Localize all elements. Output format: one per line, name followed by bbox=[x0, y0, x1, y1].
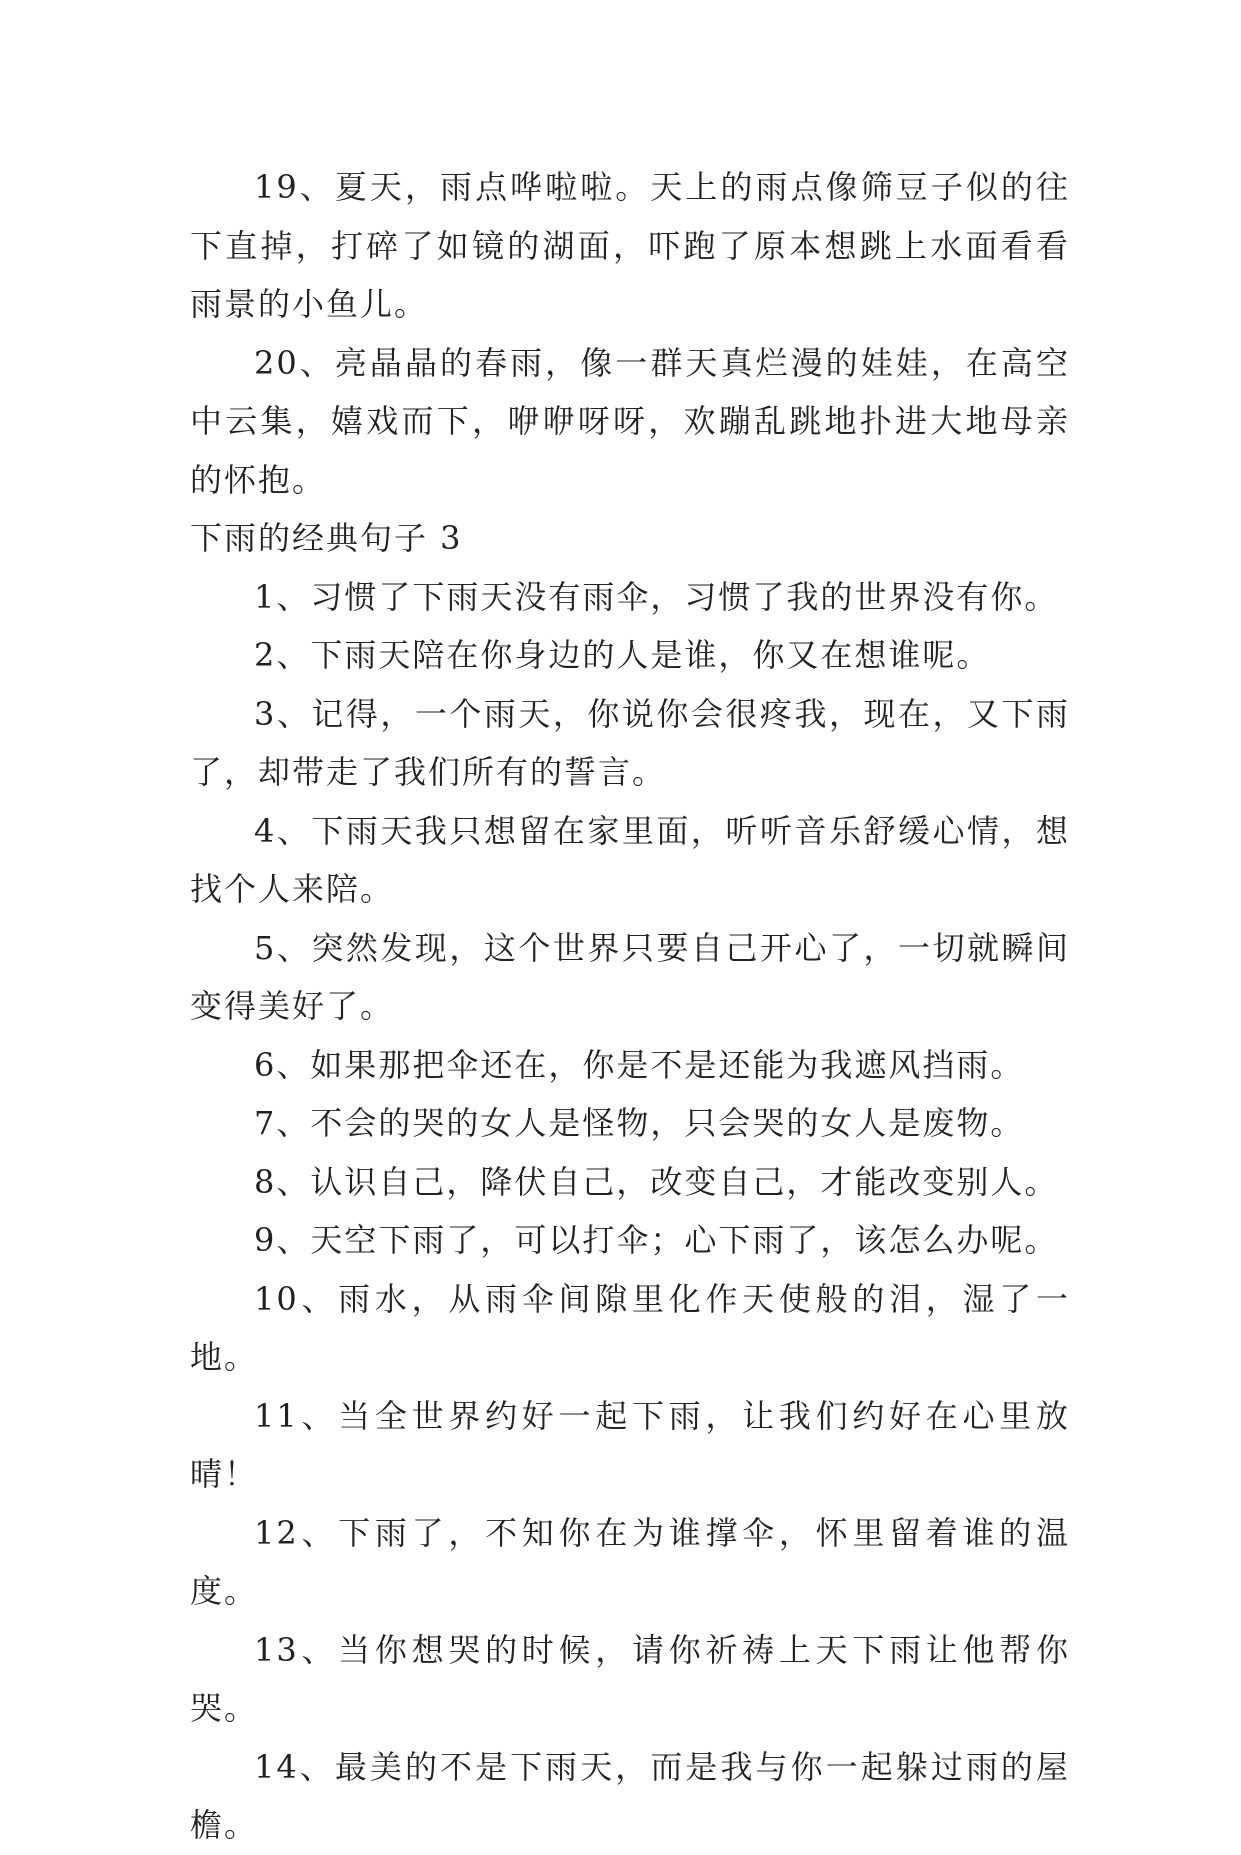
list-item: 10、雨水，从雨伞间隙里化作天使般的泪，湿了一地。 bbox=[190, 1279, 1070, 1376]
list-item: 5、突然发现，这个世界只要自己开心了，一切就瞬间变得美好了。 bbox=[190, 928, 1070, 1025]
list-item: 6、如果那把伞还在，你是不是还能为我遮风挡雨。 bbox=[254, 1045, 1025, 1084]
list-item: 13、当你想哭的时候，请你祈祷上天下雨让他帮你哭。 bbox=[190, 1630, 1070, 1727]
list-item: 4、下雨天我只想留在家里面，听听音乐舒缓心情，想找个人来陪。 bbox=[190, 811, 1070, 908]
list-item: 2、下雨天陪在你身边的人是谁，你又在想谁呢。 bbox=[254, 636, 991, 674]
list-item: 9、天空下雨了，可以打伞；心下雨了，该怎么办呢。 bbox=[254, 1221, 1059, 1259]
list-item: 7、不会的哭的女人是怪物，只会哭的女人是废物。 bbox=[254, 1104, 1025, 1142]
list-item: 12、下雨了，不知你在为谁撑伞，怀里留着谁的温度。 bbox=[190, 1513, 1070, 1610]
list-item: 11、当全世界约好一起下雨，让我们约好在心里放晴！ bbox=[190, 1396, 1070, 1493]
list-item: 1、习惯了下雨天没有雨伞，习惯了我的世界没有你。 bbox=[254, 577, 1059, 616]
list-item: 14、最美的不是下雨天，而是我与你一起躲过雨的屋檐。 bbox=[190, 1747, 1070, 1844]
list-item: 3、记得，一个雨天，你说你会很疼我，现在，又下雨了，却带走了我们所有的誓言。 bbox=[190, 694, 1070, 791]
list-item: 8、认识自己，降伏自己，改变自己，才能改变别人。 bbox=[254, 1162, 1059, 1201]
document-body bbox=[190, 158, 1070, 1855]
section-title: 下雨的经典句子 3 bbox=[190, 519, 463, 557]
paragraph-20: 20、亮晶晶的春雨，像一群天真烂漫的娃娃，在高空中云集，嬉戏而下，咿咿呀呀，欢蹦乱跳地扑进大地母亲的怀抱。 bbox=[190, 343, 1070, 499]
paragraph-19: 19、夏天，雨点哗啦啦。天上的雨点像筛豆子似的往下直掉，打碎了如镜的湖面，吓跑了原本想跳上水面看看雨景的小鱼儿。 bbox=[190, 168, 1070, 323]
